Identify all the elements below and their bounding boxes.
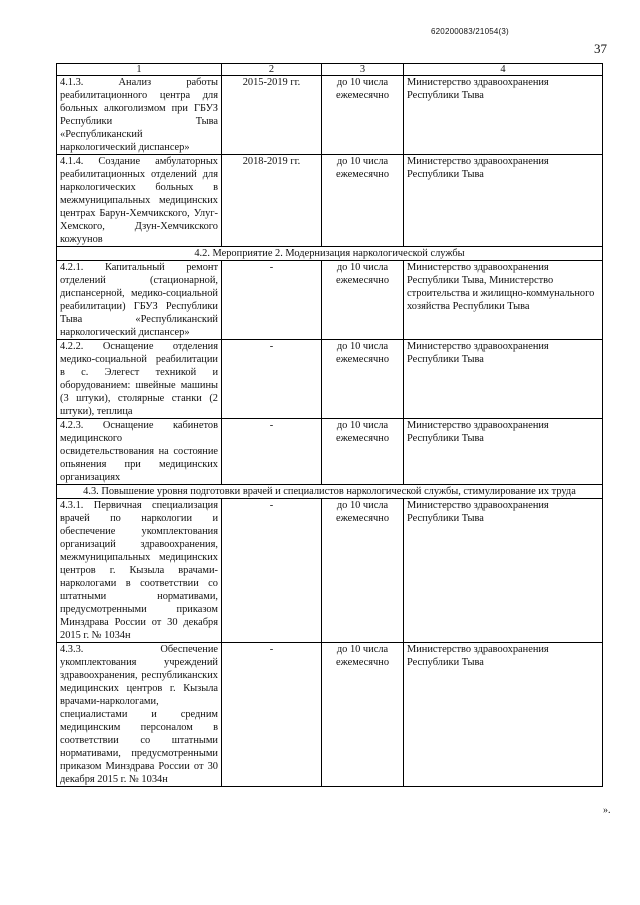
measure-description: 4.2.2. Оснащение отделения медико-социальной реабилитации в с. Элегест техникой и оборудованием: швейные машины (3 штуки), столярные станки (2 штуки), теплица bbox=[57, 340, 222, 419]
measure-description: 4.3.1. Первичная специализация врачей по наркологии и обеспечение укомплектования организаций здравоохранения, межмуниципальных медицинских центров г. Кызыла врачами-наркологами в соответствии со штатными нормативами, предусмотренными приказом Минздрава России от 30 декабря 2015 г. № 1034н bbox=[57, 499, 222, 643]
deadline-cell: до 10 числа ежемесячно bbox=[322, 419, 404, 485]
column-header: 2 bbox=[222, 64, 322, 76]
measures-table bbox=[56, 63, 603, 787]
table-row bbox=[57, 155, 603, 247]
responsible-cell: Министерство здравоохранения Республики Тыва bbox=[404, 76, 603, 155]
responsible-cell: Министерство здравоохранения Республики Тыва bbox=[404, 499, 603, 643]
period-cell: 2015-2019 гг. bbox=[222, 76, 322, 155]
column-header: 3 bbox=[322, 64, 404, 76]
table-row bbox=[57, 76, 603, 155]
responsible-cell: Министерство здравоохранения Республики Тыва, Министерство строительства и жилищно-коммунального хозяйства Республики Тыва bbox=[404, 261, 603, 340]
section-title: 4.3. Повышение уровня подготовки врачей и специалистов наркологической службы, стимулирование их труда bbox=[57, 485, 603, 499]
section-header-row bbox=[57, 247, 603, 261]
deadline-cell: до 10 числа ежемесячно bbox=[322, 76, 404, 155]
period-cell: - bbox=[222, 643, 322, 787]
section-title: 4.2. Мероприятие 2. Модернизация наркологической службы bbox=[57, 247, 603, 261]
period-cell: - bbox=[222, 261, 322, 340]
table-row bbox=[57, 340, 603, 419]
document-code: 620200083/21054(3) bbox=[431, 27, 509, 36]
measure-description: 4.2.1. Капитальный ремонт отделений (стационарной, диспансерной, медико-социальной реабилитации) ГБУЗ Республики Тыва «Республиканский наркологический диспансер» bbox=[57, 261, 222, 340]
closing-quote-mark: ». bbox=[603, 805, 611, 816]
deadline-cell: до 10 числа ежемесячно bbox=[322, 340, 404, 419]
period-cell: 2018-2019 гг. bbox=[222, 155, 322, 247]
table-header-row bbox=[57, 64, 603, 76]
deadline-cell: до 10 числа ежемесячно bbox=[322, 155, 404, 247]
measure-description: 4.2.3. Оснащение кабинетов медицинского освидетельствования на состояние опьянения при медицинских организациях bbox=[57, 419, 222, 485]
responsible-cell: Министерство здравоохранения Республики Тыва bbox=[404, 419, 603, 485]
column-header: 1 bbox=[57, 64, 222, 76]
column-header: 4 bbox=[404, 64, 603, 76]
page-number: 37 bbox=[594, 41, 607, 56]
table-row bbox=[57, 643, 603, 787]
deadline-cell: до 10 числа ежемесячно bbox=[322, 643, 404, 787]
responsible-cell: Министерство здравоохранения Республики Тыва bbox=[404, 643, 603, 787]
section-header-row bbox=[57, 485, 603, 499]
measure-description: 4.3.3. Обеспечение укомплектования учреждений здравоохранения, республиканских медицинских центров г. Кызыла врачами-наркологами, специалистами и средним медицинским персоналом в соответствии со штатными нормативами, предусмотренными приказом Минздрава России от 30 декабря 2015 г. № 1034н bbox=[57, 643, 222, 787]
deadline-cell: до 10 числа ежемесячно bbox=[322, 261, 404, 340]
period-cell: - bbox=[222, 499, 322, 643]
responsible-cell: Министерство здравоохранения Республики Тыва bbox=[404, 340, 603, 419]
table-row bbox=[57, 261, 603, 340]
responsible-cell: Министерство здравоохранения Республики Тыва bbox=[404, 155, 603, 247]
period-cell: - bbox=[222, 340, 322, 419]
table-row bbox=[57, 419, 603, 485]
deadline-cell: до 10 числа ежемесячно bbox=[322, 499, 404, 643]
measure-description: 4.1.3. Анализ работы реабилитационного центра для больных алкоголизмом при ГБУЗ Республики Тыва «Республиканский наркологический диспансер» bbox=[57, 76, 222, 155]
table-row bbox=[57, 499, 603, 643]
period-cell: - bbox=[222, 419, 322, 485]
measure-description: 4.1.4. Создание амбулаторных реабилитационных отделений для наркологических больных в межмуниципальных медицинских центрах Барун-Хемчикского, Улуг-Хемского, Дзун-Хемчикского кожуунов bbox=[57, 155, 222, 247]
